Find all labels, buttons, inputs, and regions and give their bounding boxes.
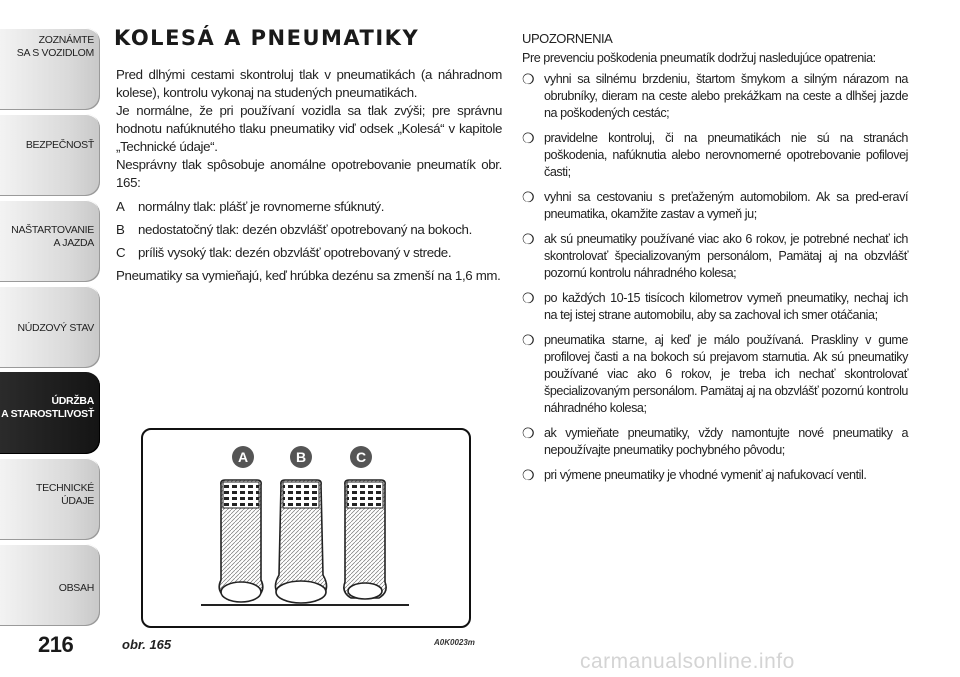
tire-a — [219, 480, 263, 602]
tire-figure — [141, 428, 471, 628]
warnings-intro: Pre prevenciu poškodenia pneumatík dodržuj nasledujúce opatrenia: — [522, 51, 876, 65]
list-item — [116, 221, 502, 239]
tab-technicke-udaje[interactable] — [0, 458, 100, 540]
bullet-icon: ❍ — [522, 425, 535, 441]
paragraph: Je normálne, že pri používaní vozidla sa tlak zvýši; pre správnu hodnotu nafúknutého tlaku pneumatiky viď odsek „Kolesá“ v kapitole „Technické údaje“. — [116, 103, 502, 154]
tab-obsah[interactable] — [0, 544, 100, 626]
bullet-icon: ❍ — [522, 71, 535, 87]
bullet-text: pravidelne kontroluj, či na pneumatikách nie sú na stranách poškodenia, nafúknutia alebo nerovnomerné opotrebovanie pofilovej časti; — [544, 131, 908, 179]
left-column — [116, 66, 502, 285]
list-item-text: nedostatočný tlak: dezén obzvlášť opotrebovaný na bokoch. — [138, 222, 472, 237]
paragraph: Pred dlhými cestami skontroluj tlak v pneumatikách (a náhradnom kolese), kontrolu vykonaj na studených pneumatikách. — [116, 67, 502, 100]
pressure-list — [116, 198, 502, 262]
tire-c — [344, 480, 386, 599]
bullet-icon: ❍ — [522, 231, 535, 247]
figure-caption: obr. 165 — [122, 637, 172, 652]
label-b-badge — [290, 446, 312, 468]
label-a: A — [237, 449, 249, 465]
figure-code: A0K0023m — [434, 638, 475, 647]
tab-nudzovy-stav[interactable] — [0, 286, 100, 368]
label-a-badge — [232, 446, 254, 468]
list-item — [522, 71, 908, 122]
bullet-text: pri výmene pneumatiky je vhodné vymeniť aj nafukovací ventil. — [544, 468, 867, 482]
list-item — [522, 189, 908, 223]
right-column — [522, 30, 908, 492]
list-item-text: normálny tlak: plášť je rovnomerne sfúknutý. — [138, 199, 385, 214]
bullet-icon: ❍ — [522, 332, 535, 348]
list-item — [522, 332, 908, 417]
list-item-key: C — [116, 245, 126, 260]
bullet-icon: ❍ — [522, 290, 535, 306]
bullet-text: vyhni sa silnému brzdeniu, štartom šmykom a silným nárazom na obrubníky, dieram na ceste alebo prekážkam na ceste a dlhšej jazde na poškodených cestác; — [544, 72, 908, 120]
bullet-text: vyhni sa cestovaniu s preťaženým automobilom. Ak sa pred-eraví pneumatika, okamžite zastav a vymeň ju; — [544, 190, 908, 221]
bullet-text: pneumatika starne, aj keď je málo používaná. Praskliny v gume profilovej časti a na bokoch sú prejavom starnutia. Ak sú pneumatiky používané viac ako 6 rokov, je treba ich nechať skontrolovať špecializovaným personálom. Pamätaj aj na obzvlášť pozornú kontrolu náhradného kolesa; — [544, 333, 908, 415]
bullet-text: ak sú pneumatiky používané viac ako 6 rokov, je potrebné nechať ich skontrolovať špecializovaným personálom, Pamätaj aj na obzvlášť pozornú kontrolu náhradného kolesa; — [544, 232, 908, 280]
paragraph: Nesprávny tlak spôsobuje anomálne opotrebovanie pneumatík obr. 165: — [116, 157, 502, 190]
tab-label: OBSAH — [58, 582, 94, 594]
label-c: C — [355, 449, 367, 465]
list-item-key: A — [116, 199, 125, 214]
list-item — [116, 244, 502, 262]
bullet-icon: ❍ — [522, 130, 535, 146]
tab-label: NÚDZOVÝ STAV — [17, 322, 94, 334]
list-item — [116, 198, 502, 216]
page-title: KOLESÁ A PNEUMATIKY — [114, 26, 420, 50]
tab-label: ÚDRŽBA A STAROSTLIVOSŤ — [1, 395, 94, 420]
watermark: carmanualsonline.info — [580, 650, 795, 673]
tire-illustration — [143, 430, 469, 626]
tab-label: ZOZNÁMTE SA S VOZIDLOM — [16, 34, 94, 59]
warnings-heading: UPOZORNENIA — [522, 31, 613, 46]
list-item-text: príliš vysoký tlak: dezén obzvlášť opotrebovaný v strede. — [138, 245, 452, 260]
list-item-key: B — [116, 222, 125, 237]
tab-nastartovanie-a-jazda[interactable] — [0, 200, 100, 282]
tab-zoznamte-sa-s-vozidlom[interactable] — [0, 28, 100, 110]
tab-bezpecnost[interactable] — [0, 114, 100, 196]
list-item — [522, 290, 908, 324]
list-item — [522, 130, 908, 181]
bullet-icon: ❍ — [522, 467, 535, 483]
bullet-icon: ❍ — [522, 189, 535, 205]
tab-label: TECHNICKÉ ÚDAJE — [36, 482, 94, 507]
paragraph: Pneumatiky sa vymieňajú, keď hrúbka dezénu sa zmenší na 1,6 mm. — [116, 268, 501, 283]
list-item — [522, 231, 908, 282]
tab-label: BEZPEČNOSŤ — [25, 139, 94, 151]
bullet-text: po každých 10-15 tisícoch kilometrov vymeň pneumatiky, nechaj ich na tej istej strane automobilu, aby sa zachoval ich smer otáčania; — [544, 291, 908, 322]
tab-udrzba-a-starostlivost[interactable] — [0, 372, 100, 454]
list-item — [522, 467, 908, 484]
bullet-text: ak vymieňate pneumatiky, vždy namontujte nové pneumatiky a nepoužívajte pneumatiky pochybného pôvodu; — [544, 426, 908, 457]
label-c-badge — [350, 446, 372, 468]
label-b: B — [295, 449, 307, 465]
tab-label: NAŠTARTOVANIE A JAZDA — [11, 224, 94, 249]
tire-b — [275, 480, 326, 603]
page-number: 216 — [38, 632, 74, 657]
list-item — [522, 425, 908, 459]
